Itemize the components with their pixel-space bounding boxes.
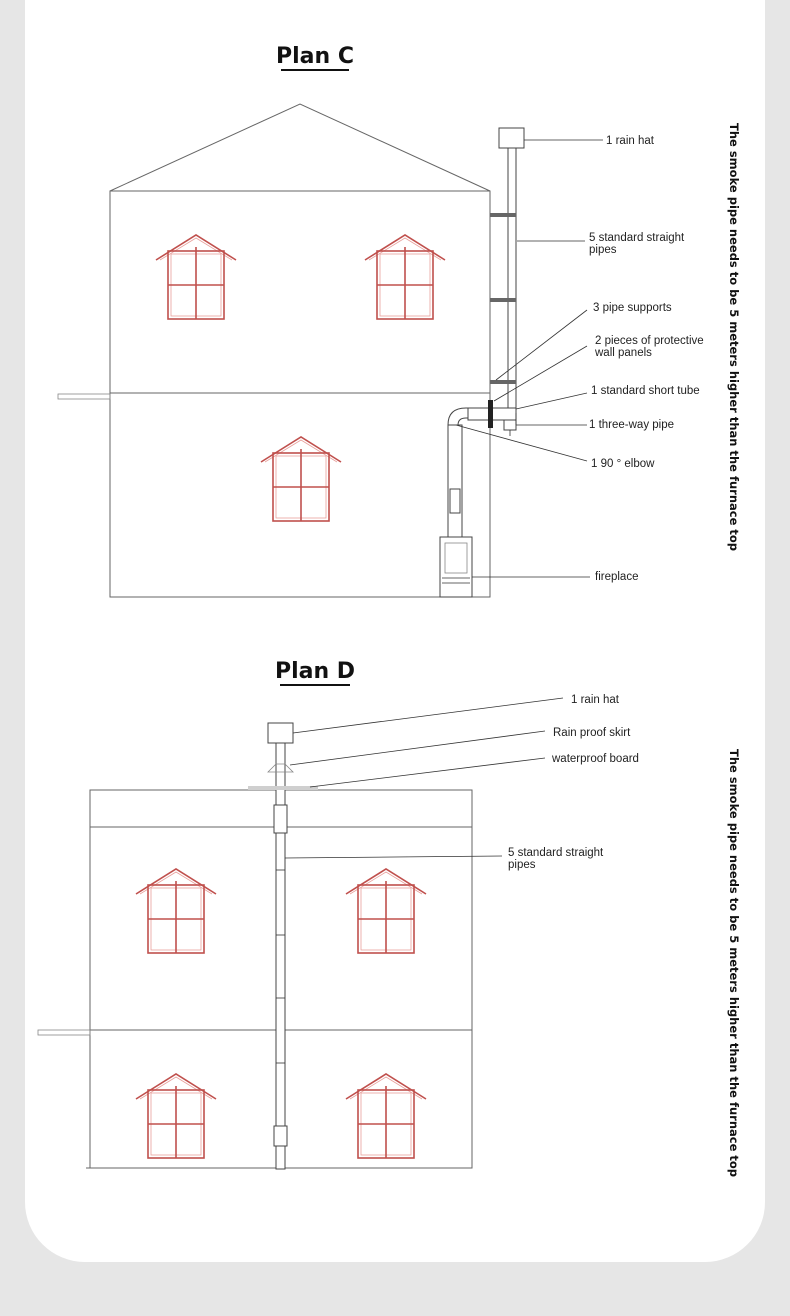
- plan-c-house: [58, 104, 490, 597]
- short-tube: [504, 420, 516, 430]
- label-straight-pipes: 5 standard straight: [589, 232, 685, 244]
- plan-d-title: Plan D: [274, 659, 356, 684]
- waterproof-board: [248, 786, 318, 790]
- label-wall-panels: 2 pieces of protective: [595, 335, 704, 347]
- plan-c-side-note: The smoke pipe needs to be 5 meters higher than the furnace top: [727, 123, 741, 552]
- plan-d: [38, 659, 741, 1177]
- window: [365, 235, 445, 319]
- label-short-tube: 1 standard short tube: [591, 385, 700, 397]
- plan-c-leaders: [456, 140, 603, 577]
- pipe-support: [490, 380, 516, 384]
- plan-d-building: [38, 790, 472, 1168]
- rain-hat: [268, 723, 293, 743]
- label-straight-pipes-cont: pipes: [589, 244, 617, 256]
- label-straight-pipes-cont: pipes: [508, 859, 536, 871]
- window: [136, 1074, 216, 1158]
- plan-d-leaders: [285, 698, 563, 858]
- plan-c-title: Plan C: [276, 44, 354, 69]
- plan-c: [58, 44, 741, 597]
- label-wall-panels-cont: wall panels: [595, 347, 652, 359]
- label-fireplace: fireplace: [595, 571, 639, 583]
- straight-pipe: [508, 148, 516, 408]
- plan-c-chimney: [440, 128, 524, 597]
- pipe-support: [490, 213, 516, 217]
- window: [346, 869, 426, 953]
- label-straight-pipes: 5 standard straight: [508, 847, 604, 859]
- label-three-way-pipe: 1 three-way pipe: [589, 419, 675, 431]
- flue-pipe: [448, 425, 462, 537]
- window: [156, 235, 236, 319]
- rain-hat: [499, 128, 524, 148]
- window: [346, 1074, 426, 1158]
- plan-d-chimney: [248, 723, 318, 1169]
- label-rain-proof-skirt: Rain proof skirt: [553, 727, 631, 739]
- label-rain-hat: 1 rain hat: [606, 135, 654, 147]
- label-rain-hat: 1 rain hat: [571, 694, 619, 706]
- pipe-support: [490, 298, 516, 302]
- window: [261, 437, 341, 521]
- fireplace-stove: [440, 537, 472, 597]
- window: [136, 869, 216, 953]
- label-waterproof-board: waterproof board: [552, 753, 639, 765]
- plan-c-windows: [156, 235, 445, 521]
- wall-panel: [488, 400, 493, 428]
- plan-d-side-note: The smoke pipe needs to be 5 meters higher than the furnace top: [727, 749, 741, 1178]
- label-pipe-supports: 3 pipe supports: [593, 302, 672, 314]
- label-elbow: 1 90 ° elbow: [591, 458, 655, 470]
- elbow-90: [448, 408, 468, 425]
